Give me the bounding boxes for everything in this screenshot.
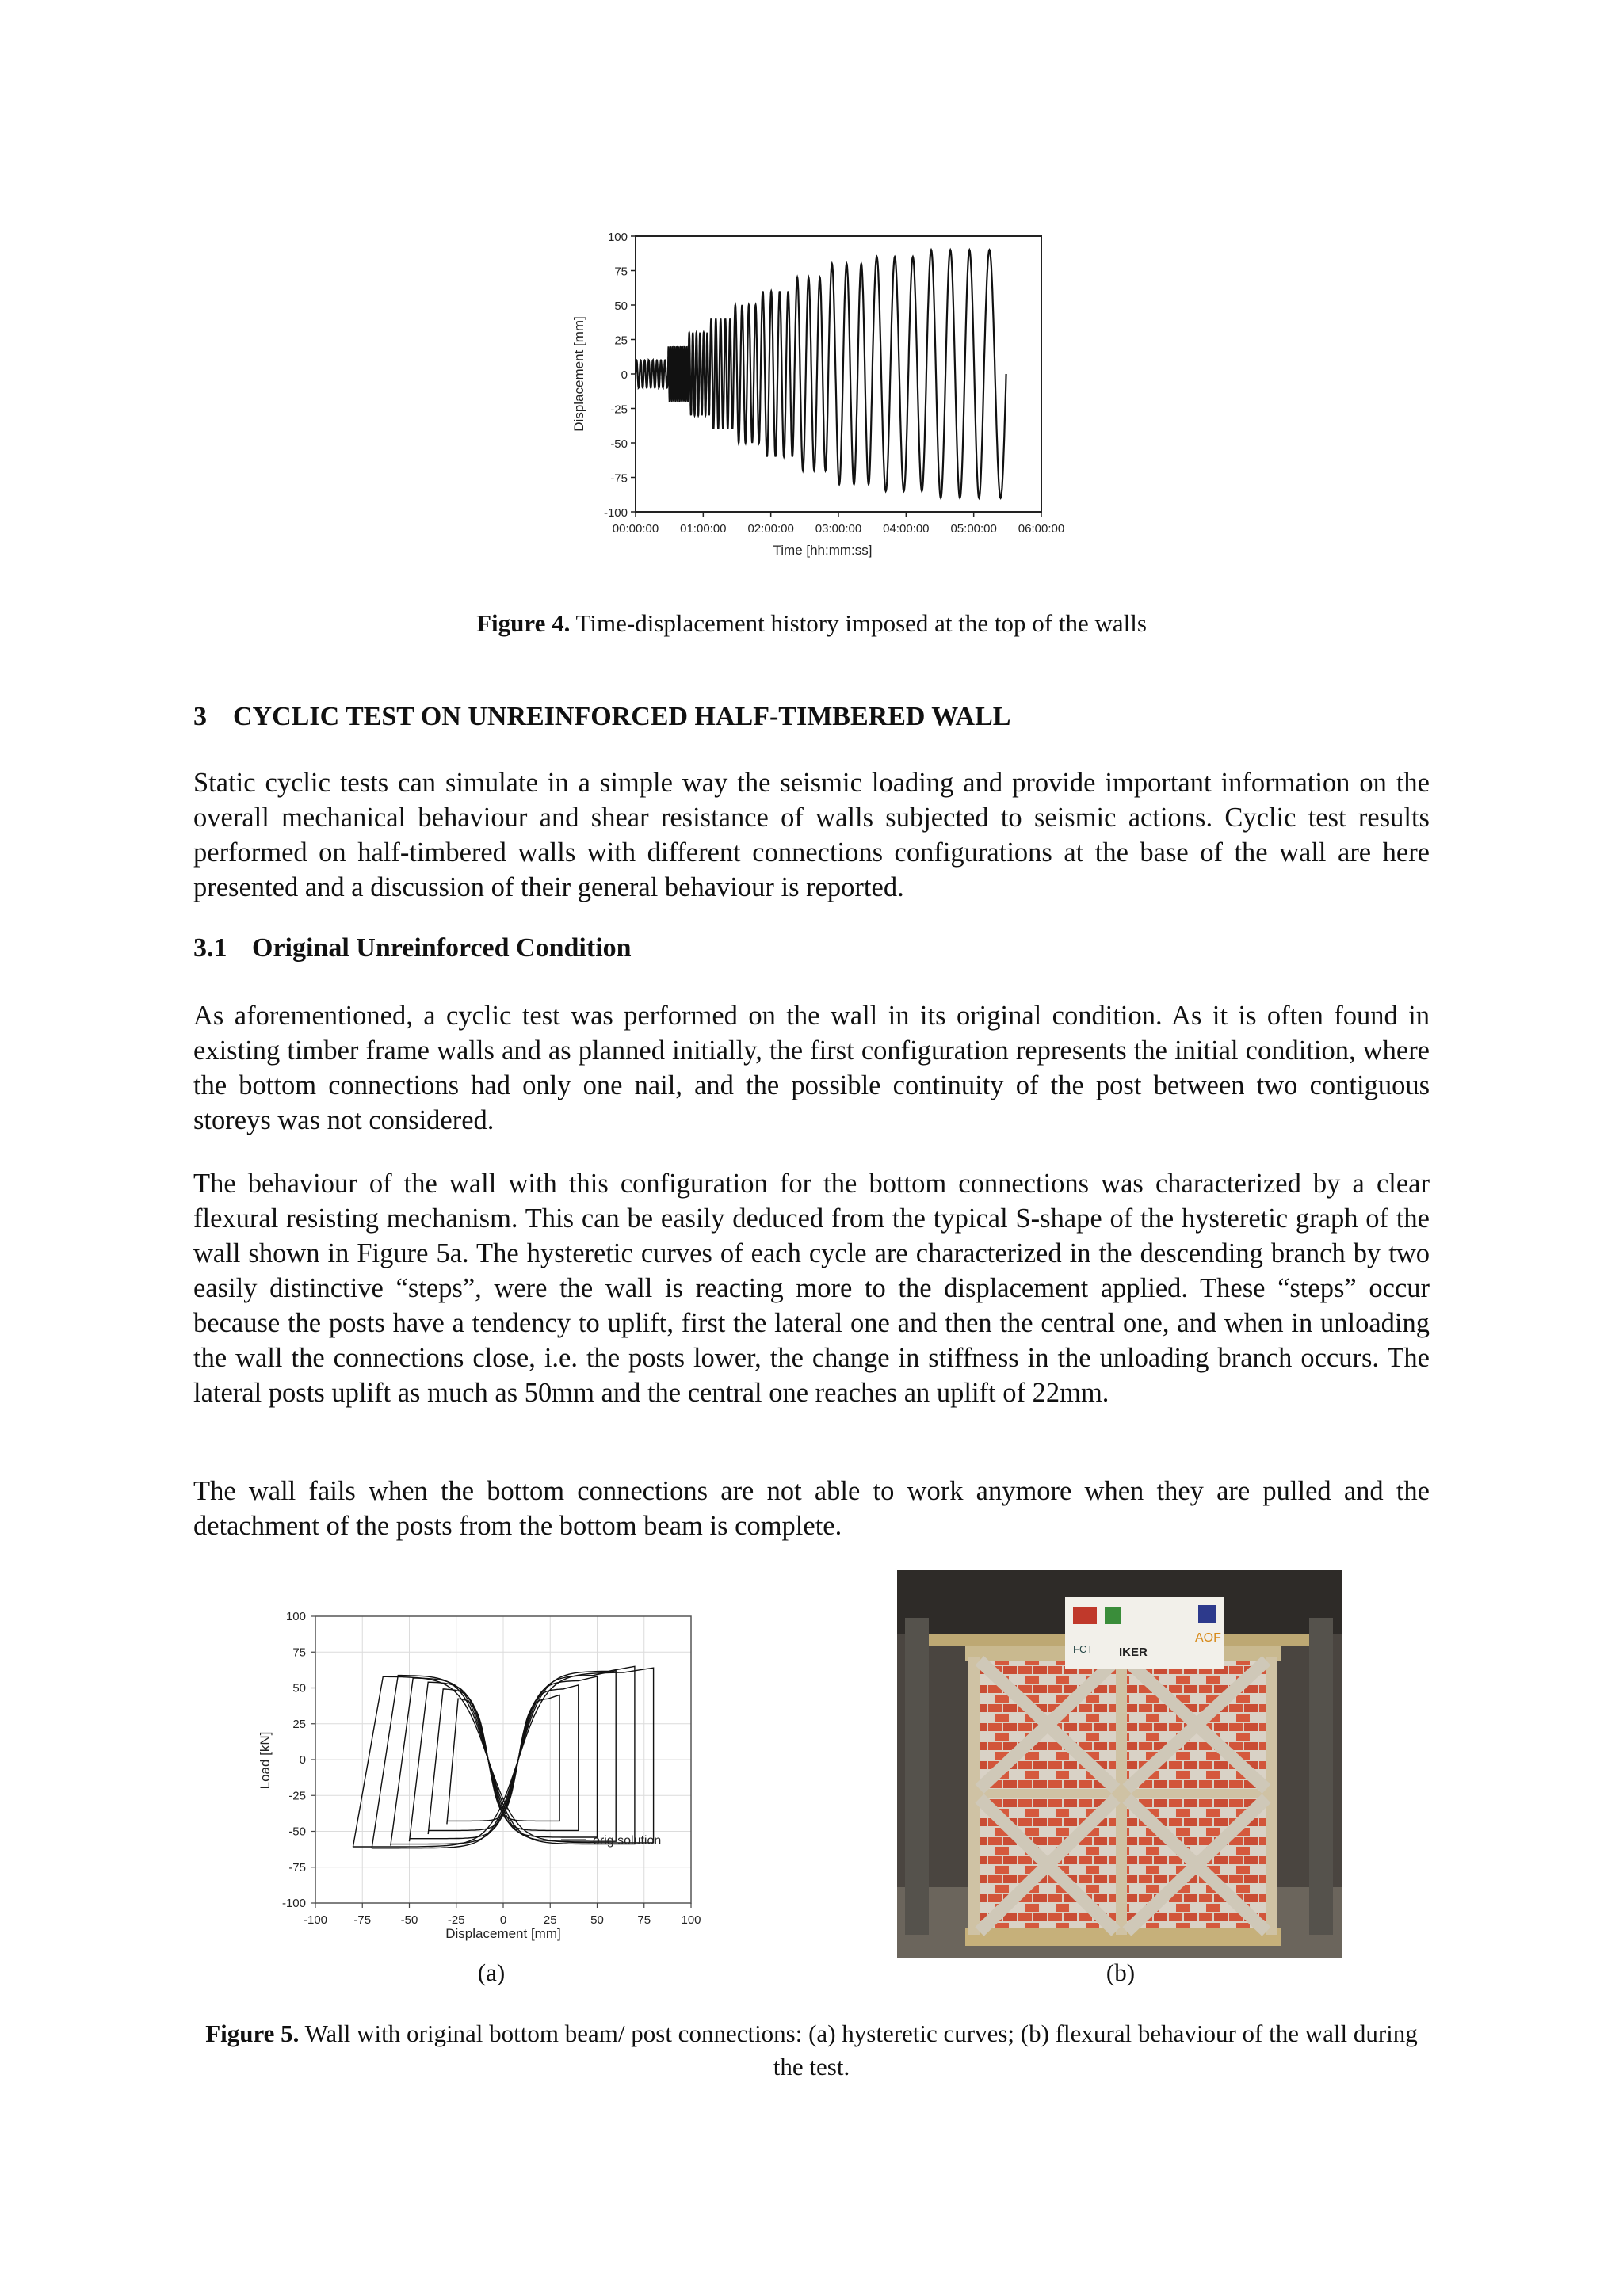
figure-5-caption-text: Wall with original bottom beam/ post connections: (a) hysteretic curves; (b) flexural behaviour of the wall during the test.: [299, 2019, 1418, 2081]
section-3-title: CYCLIC TEST ON UNREINFORCED HALF-TIMBERED WALL: [233, 702, 1011, 731]
figure-4-xtick-label: 01:00:00: [680, 522, 727, 536]
figure-5a-xtick-label: 100: [681, 1913, 701, 1927]
figure-4-chart: [547, 212, 1086, 585]
figure-5-caption-label: Figure 5.: [205, 2019, 300, 2047]
figure-4-ytick-label: 25: [614, 334, 628, 348]
figure-4-xtick-label: 06:00:00: [1018, 522, 1065, 536]
figure-4-ytick-label: 75: [614, 265, 628, 279]
figure-5a-ytick-label: 75: [292, 1646, 306, 1660]
figure-5a-label: (a): [477, 1958, 506, 1986]
figure-4-xtick-label: 04:00:00: [883, 522, 930, 536]
figure-4-xtick-label: 02:00:00: [747, 522, 794, 536]
section-3-paragraph-1: Static cyclic tests can simulate in a simple way the seismic loading and provide important information on the overall mechanical behaviour and shear resistance of walls subjected to seismic actions. Cyclic test results performed on half-timbered walls with different connections configurations at the base of the wall are here presented and a discussion of their general behaviour is reported.: [193, 768, 1430, 902]
figure-5-caption: [193, 2017, 1430, 2084]
figure-5a-xtick-label: 75: [637, 1913, 651, 1927]
logo-iker: IKER: [1119, 1646, 1148, 1659]
figure-4-ylabel: Displacement [mm]: [571, 316, 586, 432]
figure-4-ytick-label: -100: [603, 506, 628, 520]
figure-4-xlabel: Time [hh:mm:ss]: [773, 543, 873, 558]
figure-5a-ytick-label: -100: [281, 1897, 306, 1910]
figure-5a-ytick-label: 50: [292, 1681, 306, 1695]
section-3-1-paragraph-2: The behaviour of the wall with this configuration for the bottom connections was characterized by a clear flexural resisting mechanism. This can be easily deduced from the typical S-shape of the hysteretic graph of the wall shown in Figure 5a. The hysteretic curves of each cycle are characterized in the descending branch by two easily distinctive “steps”, were the wall is reacting more to the displacement applied. These “steps” occur because the posts have a tendency to uplift, first the lateral one and then the central one, and when in unloading the wall the connections close, i.e. the posts lower, the change in stiffness in the unloading branch occurs. The lateral posts uplift as much as 50mm and the central one reaches an uplift of 22mm.: [193, 1169, 1430, 1408]
figure-5a-xlabel: Displacement [mm]: [445, 1926, 561, 1941]
figure-5a-ytick-label: 0: [299, 1753, 306, 1767]
figure-4-ytick-label: -75: [610, 471, 628, 486]
logo-aof: AOF: [1195, 1631, 1221, 1645]
section-3-1-paragraph-1: As aforementioned, a cyclic test was performed on the wall in its original condition. As it is often found in existing timber frame walls and as planned initially, the first configuration represents the initial condition, where the bottom connections had only one nail, and the possible continuity of the post between two contiguous storeys was not considered.: [193, 1001, 1430, 1135]
figure-5a-chart: [220, 1577, 767, 1949]
figure-5b-photo: [897, 1570, 1342, 1958]
figure-4-caption: [238, 607, 1385, 640]
figure-4-xtick-label: 05:00:00: [950, 522, 997, 536]
figure-5a-ytick-label: -50: [288, 1825, 306, 1839]
figure-5a-xtick-label: -50: [400, 1913, 418, 1927]
logo-panel-icon: [1065, 1597, 1224, 1669]
wall-photo-illustration: [897, 1570, 1342, 1958]
figure-4-caption-label: Figure 4.: [476, 609, 571, 637]
figure-5a-xtick-label: 50: [590, 1913, 604, 1927]
figure-4-ytick-label: -25: [610, 402, 628, 417]
figure-4-caption-text: Time-displacement history imposed at the top of the walls: [570, 609, 1147, 637]
figure-5a-legend-label: orig solution: [593, 1834, 662, 1848]
section-3-1-title: Original Unreinforced Condition: [252, 933, 632, 963]
figure-4-ytick-label: -50: [610, 437, 628, 451]
section-3-heading: [193, 702, 1430, 732]
figure-4-ytick-label: 0: [621, 368, 628, 382]
section-3-1-heading: [193, 933, 1430, 963]
figure-5a-xtick-label: -100: [303, 1913, 328, 1927]
figure-5a-xtick-label: 0: [499, 1913, 507, 1927]
section-3-1-number: 3.1: [193, 933, 227, 963]
figure-5a-ytick-label: 100: [285, 1610, 306, 1623]
figure-5a-ytick-label: -75: [288, 1860, 306, 1875]
figure-5a-xtick-label: -25: [447, 1913, 465, 1927]
figure-5b-label: (b): [1106, 1958, 1136, 1986]
figure-4-ytick-label: 50: [614, 299, 628, 313]
figure-5a-ytick-label: 25: [292, 1717, 306, 1731]
figure-4-displacement-series: [636, 250, 1006, 498]
logo-fct: FCT: [1073, 1643, 1094, 1655]
figure-5a-ytick-label: -25: [288, 1789, 306, 1803]
section-3-1-paragraph-3: The wall fails when the bottom connections are not able to work anymore when they are pulled and the detachment of the posts from the bottom beam is complete.: [193, 1476, 1430, 1541]
figure-5a-xtick-label: -75: [353, 1913, 372, 1927]
figure-4-xtick-label: 00:00:00: [612, 522, 659, 536]
figure-4-ytick-label: 100: [607, 231, 628, 244]
figure-4-xtick-label: 03:00:00: [815, 522, 862, 536]
figure-5a-ylabel: Load [kN]: [258, 1731, 273, 1790]
figure-5a: [220, 1577, 767, 1949]
section-3-number: 3: [193, 702, 207, 731]
figure-4: [547, 212, 1086, 585]
figure-5a-xtick-label: 25: [543, 1913, 557, 1927]
